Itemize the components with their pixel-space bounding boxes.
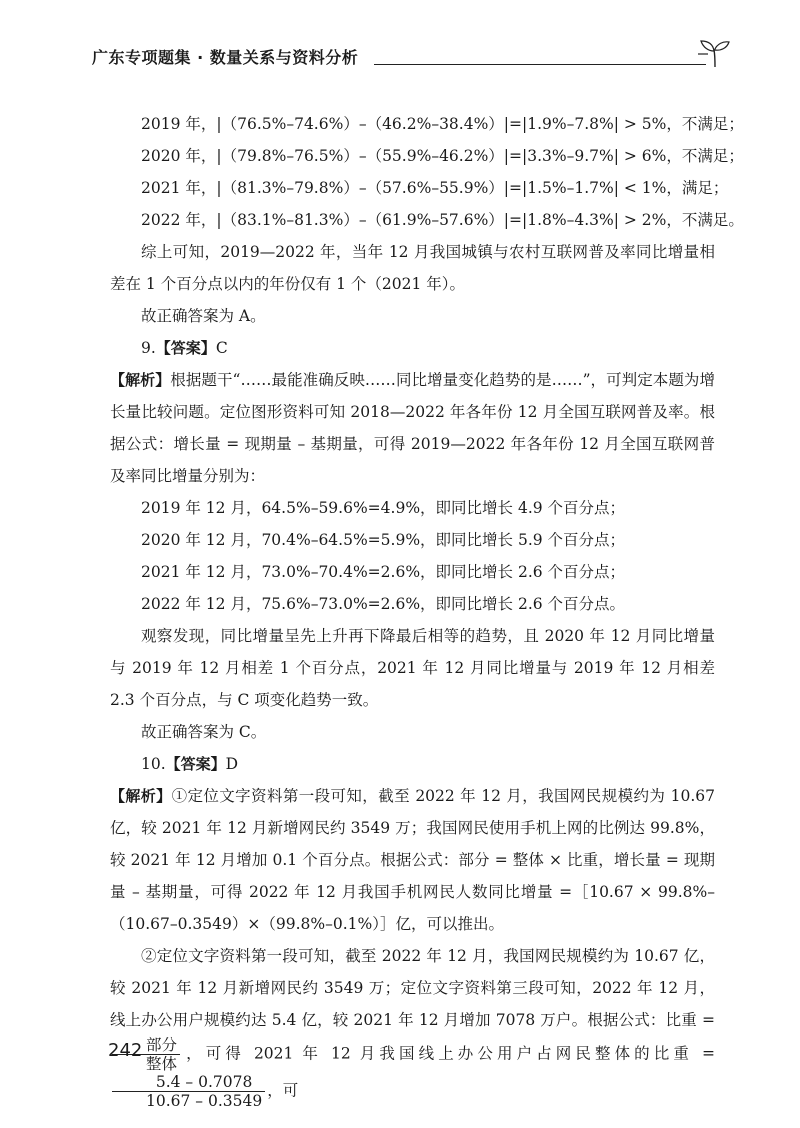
q8-conclusion: 故正确答案为 A。 <box>141 307 266 325</box>
q10-analysis-1 <box>110 780 715 940</box>
q10-analysis-2 <box>110 940 715 1110</box>
q10-number: 10. <box>141 755 166 773</box>
result-fraction <box>112 1073 265 1110</box>
calc-line-2019: 2019 年，|（76.5%–74.6%）–（46.2%–38.4%）|=|1.9%–7.8%| > 5%，不满足； <box>141 115 744 133</box>
q9-line-2019: 2019 年 12 月，64.5%–59.6%=4.9%，即同比增长 4.9 个百分点； <box>141 499 626 517</box>
header-rule <box>374 64 706 65</box>
q10-analysis-2-mid: ，可得 2021 年 12 月我国线上办公用户占网民整体的比重 = <box>182 1044 715 1063</box>
q10-answer: D <box>225 755 239 773</box>
q10-analysis-tag: 【解析】 <box>110 787 172 805</box>
calc-line-2020: 2020 年，|（79.8%–76.5%）–（55.9%–46.2%）|=|3.3%–9.7%| > 6%，不满足； <box>141 147 744 165</box>
q9-observation: 观察发现，同比增量呈先上升再下降最后相等的趋势，且 2020 年 12 月同比增量与 2019 年 12 月相差 1 个百分点，2021 年 12 月同比增量与 2019 年 12 月相差 2.3 个百分点，与 C 项变化趋势一致。 <box>110 627 715 709</box>
q9-analysis-tag: 【解析】 <box>110 371 171 389</box>
result-frac-num: 5.4 – 0.7078 <box>112 1073 265 1092</box>
formula-frac-den: 整体 <box>146 1055 178 1073</box>
q9-conclusion: 故正确答案为 C。 <box>141 723 267 741</box>
header-title: 广东专项题集 · 数量关系与资料分析 <box>92 48 359 67</box>
q9-answer: C <box>215 339 228 357</box>
q9-line-2021: 2021 年 12 月，73.0%–70.4%=2.6%，即同比增长 2.6 个百分点； <box>141 563 626 581</box>
result-frac-den: 10.67 – 0.3549 <box>146 1092 263 1110</box>
q9-answer-line <box>110 332 715 364</box>
page-number: 242 <box>108 1040 143 1061</box>
sprout-icon <box>698 38 732 68</box>
q9-analysis-text: 根据题干“……最能准确反映……同比增量变化趋势的是……”，可判定本题为增长量比较问题。定位图形资料可知 2018—2022 年各年份 12 月全国互联网普及率。根据公式：增长量 = 现期量 – 基期量，可得 2019—2022 年各年份 12 月全国互联网普及率同比增量分别为： <box>110 371 715 485</box>
calc-line-2021: 2021 年，|（81.3%–79.8%）–（57.6%–55.9%）|=|1.5%–1.7%| < 1%，满足； <box>141 179 729 197</box>
q10-answer-line <box>110 748 715 780</box>
q9-line-2022: 2022 年 12 月，75.6%–73.0%=2.6%，即同比增长 2.6 个百分点。 <box>141 595 626 613</box>
q10-analysis-1-text: ①定位文字资料第一段可知，截至 2022 年 12 月，我国网民规模约为 10.67 亿，较 2021 年 12 月新增网民约 3549 万；我国网民使用手机上网的比例达 99.8%，较 2021 年 12 月增加 0.1 个百分点。根据公式：部分 = 整体 × 比重，增长量 = 现期量 – 基期量，可得 2022 年 12 月我国手机网民人数同比增量 =［10.67 × 99.8%–（10.67–0.3549）×（99.8%–0.1%）］亿，可以推出。 <box>110 787 715 933</box>
q9-answer-tag: 【答案】 <box>155 339 216 357</box>
q9-number: 9. <box>141 339 156 357</box>
calc-line-2022: 2022 年，|（83.1%–81.3%）–（61.9%–57.6%）|=|1.8%–4.3%| > 2%，不满足。 <box>141 211 744 229</box>
q10-answer-tag: 【答案】 <box>165 755 226 773</box>
formula-frac-num: 部分 <box>112 1036 180 1055</box>
q8-summary: 综上可知，2019—2022 年，当年 12 月我国城镇与农村互联网普及率同比增量相差在 1 个百分点以内的年份仅有 1 个（2021 年）。 <box>110 243 715 293</box>
q9-analysis <box>110 364 715 492</box>
q10-analysis-2-end: ，可 <box>267 1081 299 1100</box>
main-text <box>110 108 744 1110</box>
running-header <box>92 48 732 78</box>
q9-line-2020: 2020 年 12 月，70.4%–64.5%=5.9%，即同比增长 5.9 个百分点； <box>141 531 626 549</box>
q10-analysis-2-text: ②定位文字资料第一段可知，截至 2022 年 12 月，我国网民规模约为 10.67 亿，较 2021 年 12 月新增网民约 3549 万；定位文字资料第三段可知，2022 年 12 月，线上办公用户规模约达 5.4 亿，较 2021 年 12 月增加 7078 万户。根据公式：比重 = <box>110 947 715 1029</box>
